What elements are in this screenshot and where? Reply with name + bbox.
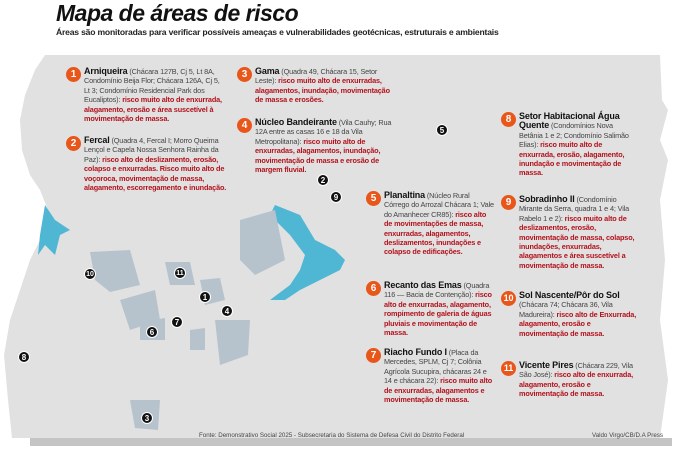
entry-detail: (Vila Cauhy; Rua 12A entre as casas 16 e 18 da Vila Metropolitana): (255, 118, 392, 146)
entry-vicente-pires (503, 360, 637, 399)
entry-risk: risco muito alto de enxurradas, alagamentos, inundação, movimentação de massa e erosões. (255, 76, 390, 105)
map-marker-9[interactable]: 9 (330, 191, 342, 203)
entry-detail: (Chácara 229, Vila São José): (519, 361, 633, 380)
entry-agua-quente (505, 111, 637, 178)
entry-detail: (Placa da Mercedes, SPLM, Cj 7; Colônia Agrícola Sucupira, chácaras 24 e 14 e chácara 22): (384, 348, 487, 386)
entry-risk: risco muito alto de deslizamentos, erosão, movimentação de massa, colapso, inundações, enxurradas, alagamentos e área suscetível a movimentação de massa. (519, 213, 635, 270)
entry-name: Vicente Pires (519, 360, 574, 370)
map-marker-8[interactable]: 8 (18, 351, 30, 363)
entry-name: Riacho Fundo I (384, 347, 447, 357)
entry-name: Fercal (84, 135, 110, 145)
entry-detail: (Quadra 116 — Bacia de Contenção): (384, 281, 490, 300)
badge-9: 9 (501, 195, 516, 210)
entry-name: Gama (255, 66, 280, 76)
entry-detail: (Núcleo Rural Córrego do Arrozal Chácara 1; Vale do Amanhecer CR85): (384, 191, 494, 219)
map-marker-6[interactable]: 6 (146, 326, 158, 338)
badge-11: 11 (501, 361, 516, 376)
entry-name: Núcleo Bandeirante (255, 117, 337, 127)
entry-risk: risco alto de deslizamento, erosão, colapso e enxurradas. Risco muito alto de voçoroca, movimentação de massa, alagamento, escorregamento e inundação. (84, 154, 227, 193)
page-subtitle: Áreas são monitoradas para verificar possíveis ameaças e vulnerabilidades geotécnicas, estruturais e ambientais (56, 27, 499, 37)
map-shadow (30, 438, 672, 446)
entry-arniqueira (70, 66, 224, 124)
entry-detail: (Quadra 49, Chácara 15, Setor Leste): (255, 67, 378, 86)
entry-riacho-fundo (370, 347, 496, 405)
badge-8: 8 (501, 112, 516, 127)
entry-name: Recanto das Emas (384, 280, 462, 290)
entry-risk: risco muito alto de enxurrada, alagamento, erosão e área suscetível à movimentação de massa. (84, 95, 222, 124)
badge-7: 7 (366, 348, 381, 363)
badge-3: 3 (237, 67, 252, 82)
entry-detail: (Chácara 127B, Cj 5, Lt 8A, Condomínio Beija Flor; Chácara 126A, Cj 5, Lt 3; Condomínio Residencial Park dos Eucaliptos): (84, 67, 220, 105)
entry-detail: (Condomínios Nova Betânia 1 e 2; Condomínio Salimão Elias): (519, 121, 629, 150)
entry-nucleo-bandeirante (241, 117, 395, 175)
entry-sobradinho-ii (505, 194, 637, 270)
entry-name: Planaltina (384, 190, 426, 200)
entry-name: Sol Nascente/Pôr do Sol (519, 290, 620, 300)
map-marker-11[interactable]: 11 (174, 267, 186, 279)
entry-planaltina (370, 190, 494, 257)
badge-1: 1 (66, 67, 81, 82)
map-marker-1[interactable]: 1 (199, 291, 211, 303)
entry-risk: risco muito alto de enxurradas, alagamentos e movimentação de massa. (384, 376, 493, 405)
entry-risk: risco alto de movimentações de massa, enxurradas, alagamentos, deslizamentos, inundações e colapso de edificações. (384, 209, 487, 257)
entry-name: Sobradinho II (519, 194, 575, 204)
credit-note: Valdo Virgo/CB/D.A Press (592, 432, 663, 439)
map-marker-2[interactable]: 2 (317, 174, 329, 186)
badge-6: 6 (366, 281, 381, 296)
entry-detail: (Condomínio Mirante da Serra, quadra 1 e 4; Vila Rabelo 1 e 2): (519, 195, 630, 223)
badge-5: 5 (366, 191, 381, 206)
entry-sol-nascente (503, 290, 637, 338)
entry-gama (241, 66, 395, 105)
map-marker-3[interactable]: 3 (141, 412, 153, 424)
entry-detail: (Quadra 4, Fercal I; Morro Queima Lençol e Capela Nossa Senhora Rainha da Paz): (84, 136, 219, 164)
badge-2: 2 (66, 136, 81, 151)
map-marker-4[interactable]: 4 (221, 305, 233, 317)
entry-risk: risco alto de Enxurrada, alagamento, erosão e movimentação de massa. (519, 309, 637, 338)
page-title: Mapa de áreas de risco (56, 0, 299, 26)
entry-recanto-das-emas (370, 280, 496, 338)
source-note: Fonte: Demonstrativo Social 2025 - Subsecretaria do Sistema de Defesa Civil do Distrito Federal (199, 432, 465, 439)
badge-4: 4 (237, 118, 252, 133)
entry-fercal (70, 135, 229, 193)
entry-detail: (Chácara 74; Chácara 36, Vila Madureira): (519, 300, 613, 319)
map-marker-5[interactable]: 5 (436, 124, 448, 136)
map-marker-10[interactable]: 10 (84, 268, 96, 280)
badge-10: 10 (501, 291, 516, 306)
entry-risk: risco alto de enxurrada, alagamento, erosão e movimentação de massa. (519, 370, 633, 399)
entry-risk: risco muito alto de enxurradas, alagamentos, inundação, movimentação de massa e erosão de margem fluvial. (255, 136, 381, 175)
map-marker-7[interactable]: 7 (171, 316, 183, 328)
entry-name: Arniqueira (84, 66, 128, 76)
entry-name: Setor Habitacional Água Quente (519, 111, 620, 131)
entry-risk: risco muito alto de enxurrada, erosão, alagamento, inundação e movimentação de massa. (519, 140, 625, 178)
entry-risk: risco alto de enxurradas, alagamento, rompimento de galeria de águas pluviais e movimentação de massa. (384, 290, 492, 338)
